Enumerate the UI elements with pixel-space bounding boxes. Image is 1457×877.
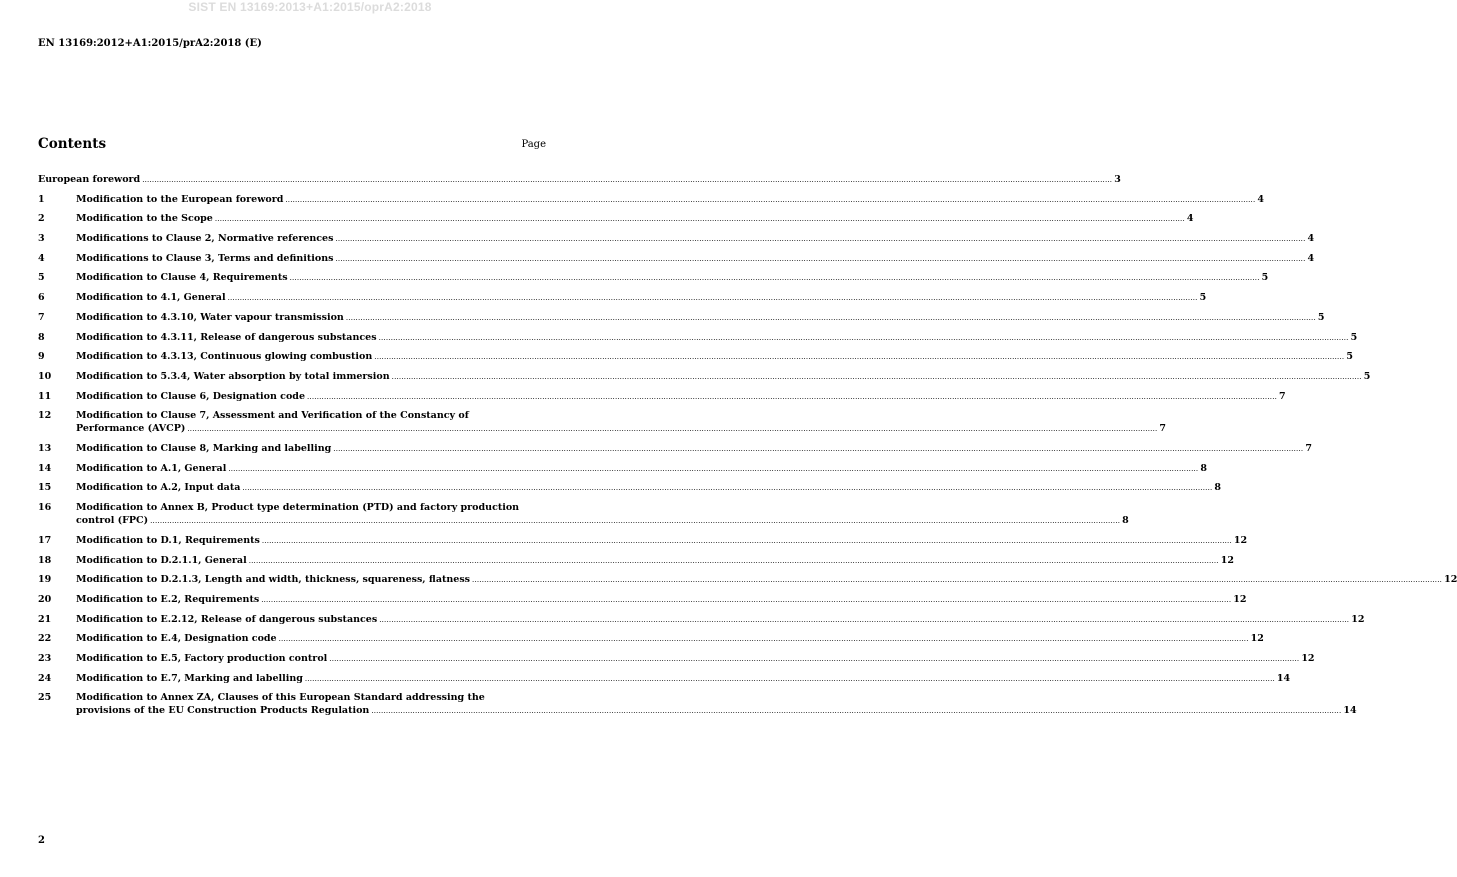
dot-leader: ................................................................................................................................................................................................................................................................................................................................................................................................................ — [261, 537, 1232, 545]
toc-entry-title: Modification to Annex ZA, Clauses of this European Standard addressing the — [76, 692, 485, 703]
toc-entry[interactable] — [38, 554, 1234, 569]
contents-title: Contents — [38, 136, 107, 152]
toc-entry[interactable] — [38, 271, 1269, 286]
dot-leader: ................................................................................................................................................................................................................................................................................................................................................................................................................ — [227, 294, 1198, 302]
toc-entry[interactable] — [38, 173, 1121, 188]
toc-entry[interactable] — [38, 390, 1286, 405]
toc-entry-page: 12 — [1233, 535, 1248, 546]
toc-entry-number: 22 — [38, 633, 52, 644]
toc-entry-number: 24 — [38, 673, 52, 684]
dot-leader: ................................................................................................................................................................................................................................................................................................................................................................................................................ — [374, 353, 1345, 361]
toc-entry-title: Modification to E.2, Requirements — [76, 594, 260, 605]
toc-entry-title: Modifications to Clause 3, Terms and definitions — [76, 253, 334, 264]
toc-entry-number: 16 — [38, 502, 52, 513]
toc-entry-title: Modification to D.2.1.3, Length and width, thickness, squareness, flatness — [76, 574, 471, 585]
toc-entry[interactable] — [38, 409, 1167, 437]
dot-leader: ................................................................................................................................................................................................................................................................................................................................................................................................................ — [278, 635, 1249, 643]
toc-entry-page: 5 — [1199, 292, 1207, 303]
toc-entry[interactable] — [38, 652, 1315, 667]
toc-entry-title: Modification to E.2.12, Release of dangerous substances — [76, 614, 378, 625]
toc-entry-title: Modification to Clause 4, Requirements — [76, 272, 288, 283]
toc-entry-title: Modification to the Scope — [76, 213, 213, 224]
toc-entry-number: 11 — [38, 391, 52, 402]
toc-entry-title: Modification to D.2.1.1, General — [76, 555, 247, 566]
toc-entry-title: Modification to Annex B, Product type determination (PTD) and factory production — [76, 502, 520, 513]
toc-entry-number: 10 — [38, 371, 52, 382]
toc-entry[interactable] — [38, 501, 1129, 529]
toc-entry[interactable] — [38, 573, 1457, 588]
toc-entry[interactable] — [38, 193, 1265, 208]
toc-entry-title: European foreword — [38, 174, 141, 185]
dot-leader: ................................................................................................................................................................................................................................................................................................................................................................................................................ — [335, 235, 1306, 243]
dot-leader: ................................................................................................................................................................................................................................................................................................................................................................................................................ — [289, 274, 1260, 282]
toc-entry-page: 12 — [1233, 594, 1247, 605]
toc-entry[interactable] — [38, 212, 1194, 227]
toc-entry-number: 12 — [38, 410, 52, 421]
dot-leader: ................................................................................................................................................................................................................................................................................................................................................................................................................ — [285, 196, 1256, 204]
toc-entry-number: 9 — [38, 351, 45, 362]
dot-leader: ................................................................................................................................................................................................................................................................................................................................................................................................................ — [261, 596, 1232, 604]
toc-entry-number: 7 — [38, 312, 45, 323]
toc-entry[interactable] — [38, 291, 1207, 306]
toc-entry[interactable] — [38, 311, 1325, 326]
dot-leader: ................................................................................................................................................................................................................................................................................................................................................................................................................ — [378, 334, 1349, 342]
toc-entry-page: 12 — [1351, 614, 1365, 625]
toc-entry-page: 14 — [1276, 673, 1291, 684]
toc-entry-page: 3 — [1114, 174, 1121, 185]
toc-entry-title: Modification to 4.3.13, Continuous glowing combustion — [76, 351, 373, 362]
toc-entry-page: 5 — [1317, 312, 1325, 323]
toc-entry-title: provisions of the EU Construction Products Regulation — [76, 705, 370, 716]
toc-entry-number: 18 — [38, 555, 52, 566]
toc-entry-title: Modification to E.7, Marking and labelling — [76, 673, 303, 684]
toc-entry-title: control (FPC) — [76, 515, 149, 526]
toc-entry-page: 7 — [1159, 423, 1167, 434]
dot-leader: ................................................................................................................................................................................................................................................................................................................................................................................................................ — [150, 517, 1121, 525]
toc-entry-title: Modification to A.1, General — [76, 463, 227, 474]
toc-entry-page: 4 — [1257, 194, 1265, 205]
dot-leader: ................................................................................................................................................................................................................................................................................................................................................................................................................ — [307, 393, 1278, 401]
dot-leader: ................................................................................................................................................................................................................................................................................................................................................................................................................ — [214, 215, 1185, 223]
toc-entry-page: 12 — [1220, 555, 1234, 566]
dot-leader: ................................................................................................................................................................................................................................................................................................................................................................................................................ — [371, 707, 1342, 715]
toc-entry[interactable] — [38, 331, 1358, 346]
toc-entry-number: 17 — [38, 535, 52, 546]
toc-entry-page: 12 — [1250, 633, 1264, 644]
toc-entry-number: 1 — [38, 194, 45, 205]
toc-entry-title: Modification to Clause 7, Assessment and Verification of the Constancy of — [76, 410, 469, 421]
toc-entry[interactable] — [38, 442, 1312, 457]
toc-entry-title: Modification to 4.1, General — [76, 292, 226, 303]
toc-entry[interactable] — [38, 672, 1291, 687]
toc-entry-page: 5 — [1363, 371, 1371, 382]
dot-leader: ................................................................................................................................................................................................................................................................................................................................................................................................................ — [228, 465, 1199, 473]
toc-entry-title: Modification to D.1, Requirements — [76, 535, 260, 546]
dot-leader: ................................................................................................................................................................................................................................................................................................................................................................................................................ — [379, 616, 1350, 624]
toc-entry-number: 19 — [38, 574, 52, 585]
toc-entry-page: 4 — [1307, 253, 1315, 264]
dot-leader: ................................................................................................................................................................................................................................................................................................................................................................................................................ — [329, 655, 1300, 663]
document-id: EN 13169:2012+A1:2015/prA2:2018 (E) — [38, 38, 262, 49]
toc-entry-page: 12 — [1301, 653, 1315, 664]
toc-entry[interactable] — [38, 350, 1353, 365]
toc-entry-page: 5 — [1261, 272, 1269, 283]
toc-entry-page: 4 — [1307, 233, 1315, 244]
toc-entry[interactable] — [38, 462, 1207, 477]
toc-entry-page: 7 — [1279, 391, 1286, 402]
toc-entry-number: 4 — [38, 253, 45, 264]
toc-entry[interactable] — [38, 593, 1247, 608]
toc-entry[interactable] — [38, 370, 1371, 385]
toc-entry-title: Modification to E.4, Designation code — [76, 633, 277, 644]
dot-leader: ................................................................................................................................................................................................................................................................................................................................................................................................................ — [333, 445, 1304, 453]
toc-entry[interactable] — [38, 632, 1264, 647]
toc-entry[interactable] — [38, 232, 1315, 247]
toc-entry-title: Modification to E.5, Factory production control — [76, 653, 328, 664]
dot-leader: ................................................................................................................................................................................................................................................................................................................................................................................................................ — [242, 484, 1213, 492]
dot-leader: ................................................................................................................................................................................................................................................................................................................................................................................................................ — [304, 675, 1275, 683]
dot-leader: ................................................................................................................................................................................................................................................................................................................................................................................................................ — [248, 557, 1219, 565]
toc-entry[interactable] — [38, 691, 1357, 719]
dot-leader: ................................................................................................................................................................................................................................................................................................................................................................................................................ — [335, 255, 1306, 263]
toc-entry[interactable] — [38, 534, 1248, 549]
toc-entry[interactable] — [38, 252, 1315, 267]
toc-entry-title: Modification to 4.3.10, Water vapour transmission — [76, 312, 344, 323]
toc-entry-number: 3 — [38, 233, 45, 244]
toc-entry-number: 5 — [38, 272, 45, 283]
watermark: SIST EN 13169:2013+A1:2015/oprA2:2018 — [188, 0, 432, 14]
toc-entry-page: 8 — [1122, 515, 1129, 526]
toc-entry-number: 8 — [38, 332, 45, 343]
toc-entry-title: Modifications to Clause 2, Normative references — [76, 233, 334, 244]
toc-entry-title: Modification to 5.3.4, Water absorption by total immersion — [76, 371, 390, 382]
dot-leader: ................................................................................................................................................................................................................................................................................................................................................................................................................ — [472, 576, 1443, 584]
toc-entry-page: 4 — [1186, 213, 1194, 224]
toc-entry-page: 5 — [1346, 351, 1353, 362]
toc-entry-page: 8 — [1214, 482, 1222, 493]
toc-entry-title: Modification to 4.3.11, Release of dangerous substances — [76, 332, 377, 343]
dot-leader: ................................................................................................................................................................................................................................................................................................................................................................................................................ — [391, 373, 1362, 381]
toc-entry-page: 5 — [1350, 332, 1358, 343]
page-column-heading: Page — [521, 139, 546, 150]
toc-entry-page: 7 — [1305, 443, 1312, 454]
toc-entry-number: 2 — [38, 213, 45, 224]
toc-entry[interactable] — [38, 613, 1365, 628]
toc-entry-page: 14 — [1343, 705, 1357, 716]
toc-entry-title: Modification to Clause 8, Marking and labelling — [76, 443, 332, 454]
dot-leader: ................................................................................................................................................................................................................................................................................................................................................................................................................ — [187, 425, 1158, 433]
toc-entry-number: 20 — [38, 594, 52, 605]
toc-entry-page: 12 — [1444, 574, 1457, 585]
dot-leader: ................................................................................................................................................................................................................................................................................................................................................................................................................ — [345, 314, 1316, 322]
toc-entry-number: 21 — [38, 614, 52, 625]
toc-entry-number: 14 — [38, 463, 52, 474]
toc-entry-page: 8 — [1200, 463, 1207, 474]
toc-entry-title: Modification to the European foreword — [76, 194, 284, 205]
toc-entry-number: 6 — [38, 292, 45, 303]
toc-entry[interactable] — [38, 481, 1222, 496]
toc-entry-number: 15 — [38, 482, 52, 493]
toc-entry-number: 25 — [38, 692, 52, 703]
toc-entry-number: 13 — [38, 443, 52, 454]
toc-entry-title: Performance (AVCP) — [76, 423, 186, 434]
footer-page-number: 2 — [38, 835, 45, 846]
toc-entry-number: 23 — [38, 653, 52, 664]
dot-leader: ................................................................................................................................................................................................................................................................................................................................................................................................................ — [142, 176, 1113, 184]
toc-entry-title: Modification to Clause 6, Designation code — [76, 391, 305, 402]
toc-entry-title: Modification to A.2, Input data — [76, 482, 241, 493]
